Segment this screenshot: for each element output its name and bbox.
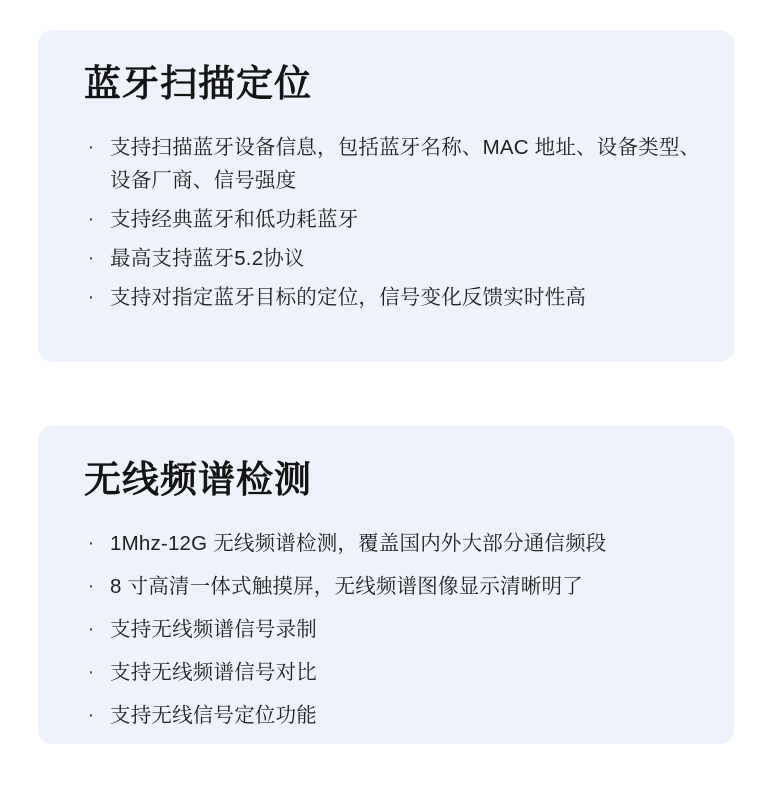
feature-card-spectrum xyxy=(38,426,734,744)
bullet-dot-icon: · xyxy=(87,531,95,554)
list-item-label: 最高支持蓝牙5.2协议 xyxy=(110,246,305,270)
feature-list-spectrum xyxy=(68,527,704,732)
bullet-dot-icon: · xyxy=(87,660,95,683)
list-item xyxy=(68,203,704,236)
page-title: 蓝牙扫描定位 xyxy=(84,63,312,104)
list-item-label: 8 寸高清一体式触摸屏，无线频谱图像显示清晰明了 xyxy=(110,574,583,598)
list-item xyxy=(68,131,704,197)
list-item xyxy=(68,656,704,689)
list-item xyxy=(68,699,704,732)
section-title: 无线频谱检测 xyxy=(84,459,312,500)
bullet-dot-icon: · xyxy=(87,246,95,269)
bullet-dot-icon: · xyxy=(87,703,95,726)
list-item xyxy=(68,242,704,275)
bullet-dot-icon: · xyxy=(87,617,95,640)
feature-card-bluetooth xyxy=(38,30,734,362)
list-item xyxy=(68,527,704,560)
feature-list-bluetooth xyxy=(68,131,704,314)
list-item-label: 支持对指定蓝牙目标的定位，信号变化反馈实时性高 xyxy=(110,285,587,309)
list-item-label: 支持扫描蓝牙设备信息，包括蓝牙名称、MAC 地址、设备类型、设备厂商、信号强度 xyxy=(110,135,701,192)
list-item xyxy=(68,570,704,603)
list-item-label: 支持无线频谱信号对比 xyxy=(110,660,317,684)
list-item-label: 支持无线信号定位功能 xyxy=(110,703,317,727)
list-item xyxy=(68,613,704,646)
bullet-dot-icon: · xyxy=(87,207,95,230)
list-item xyxy=(68,281,704,314)
bullet-dot-icon: · xyxy=(87,285,95,308)
list-item-label: 支持无线频谱信号录制 xyxy=(110,617,317,641)
list-item-label: 支持经典蓝牙和低功耗蓝牙 xyxy=(110,207,359,231)
bullet-dot-icon: · xyxy=(87,574,95,597)
list-item-label: 1Mhz-12G 无线频谱检测，覆盖国内外大部分通信频段 xyxy=(110,531,607,555)
bullet-dot-icon: · xyxy=(87,135,95,158)
